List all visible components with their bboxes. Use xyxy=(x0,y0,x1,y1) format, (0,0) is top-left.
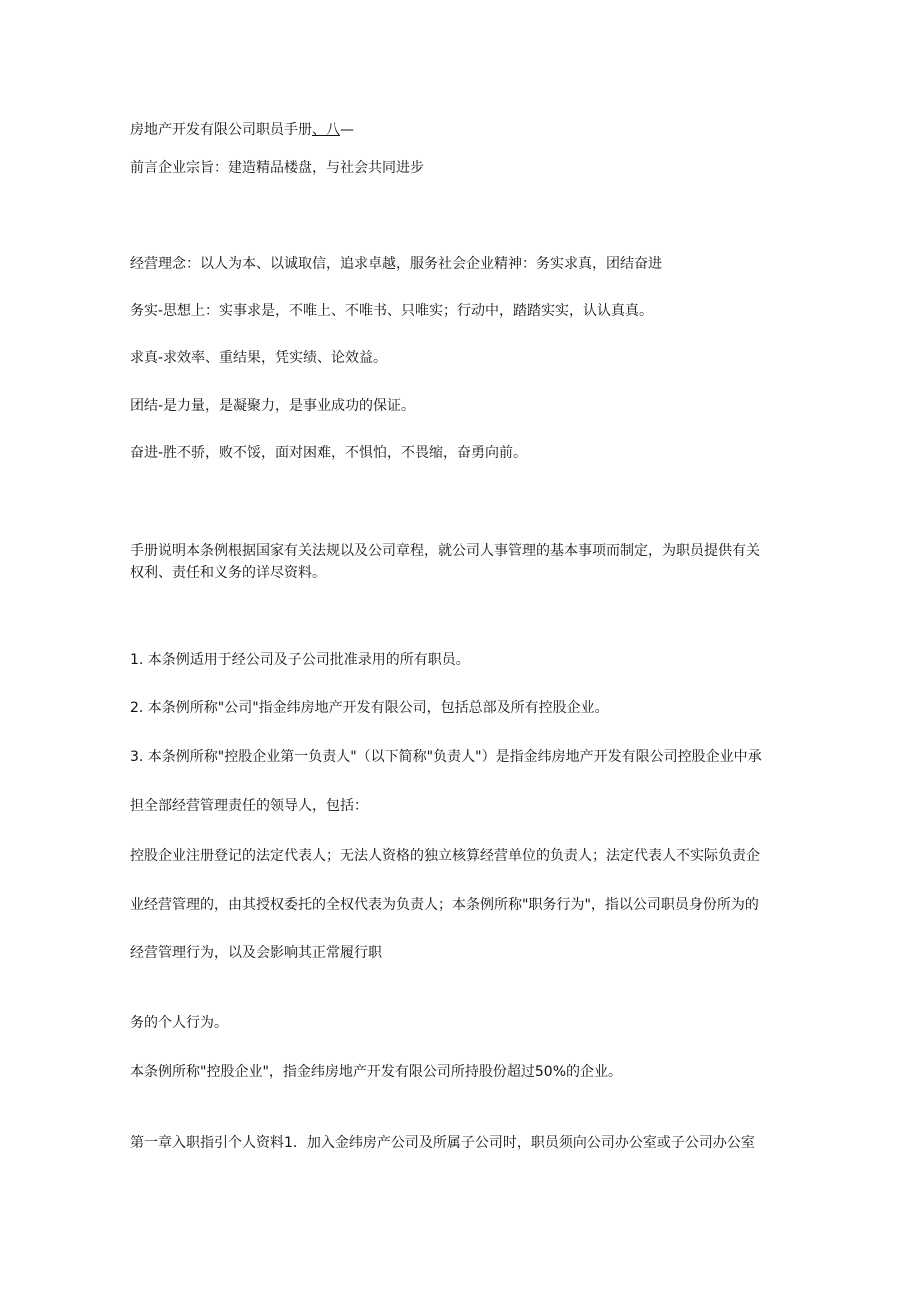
manual-note-line1: 手册说明本条例根据国家有关法规以及公司章程，就公司人事管理的基本事项而制定，为职员提供有关 xyxy=(130,543,760,559)
philosophy-line: 经营理念：以人为本、以诚取信，追求卓越，服务社会企业精神：务实求真，团结奋进 xyxy=(130,256,662,272)
clause-2: 2. 本条例所称"公司"指金纬房地产开发有限公司，包括总部及所有控股企业。 xyxy=(130,700,609,716)
clause-3-detail-2: 业经营管理的，由其授权委托的全权代表为负责人；本条例所称"职务行为"，指以公司职员身份所为的 xyxy=(130,897,759,913)
document-title xyxy=(130,121,354,139)
preface-line: 前言企业宗旨：建造精品楼盘，与社会共同进步 xyxy=(130,160,424,176)
value-progress: 奋进-胜不骄，败不馁，面对困难，不惧怕，不畏缩，奋勇向前。 xyxy=(130,445,528,461)
clause-1: 1. 本条例适用于经公司及子公司批准录用的所有职员。 xyxy=(130,652,470,668)
clause-3-detail-1: 控股企业注册登记的法定代表人；无法人资格的独立核算经营单位的负责人；法定代表人不实际负责企 xyxy=(130,848,760,864)
chapter-1-line: 第一章入职指引个人资料1．加入金纬房产公司及所属子公司时，职员须向公司办公室或子公司办公室 xyxy=(130,1135,755,1151)
value-unity: 团结-是力量，是凝聚力，是事业成功的保证。 xyxy=(130,398,416,414)
title-suffix-underlined: 、八 xyxy=(312,122,340,138)
clause-3-detail-3: 经营管理行为，以及会影响其正常履行职 xyxy=(130,945,382,961)
manual-note-line2: 权利、责任和义务的详尽资料。 xyxy=(130,565,326,581)
title-suffix: — xyxy=(340,122,354,138)
value-pragmatic: 务实-思想上：实事求是，不唯上、不唯书、只唯实；行动中，踏踏实实，认认真真。 xyxy=(130,303,654,319)
holding-company-definition: 本条例所称"控股企业"，指金纬房地产开发有限公司所持股份超过50%的企业。 xyxy=(130,1064,622,1080)
title-main: 房地产开发有限公司职员手册 xyxy=(130,122,312,138)
clause-3-cont: 担全部经营管理责任的领导人，包括： xyxy=(130,798,368,814)
value-truth: 求真-求效率、重结果，凭实绩、论效益。 xyxy=(130,350,388,366)
clause-3-detail-4: 务的个人行为。 xyxy=(130,1015,228,1031)
clause-3: 3. 本条例所称"控股企业第一负责人"（以下简称"负责人"）是指金纬房地产开发有限公司控股企业中承 xyxy=(130,749,762,765)
